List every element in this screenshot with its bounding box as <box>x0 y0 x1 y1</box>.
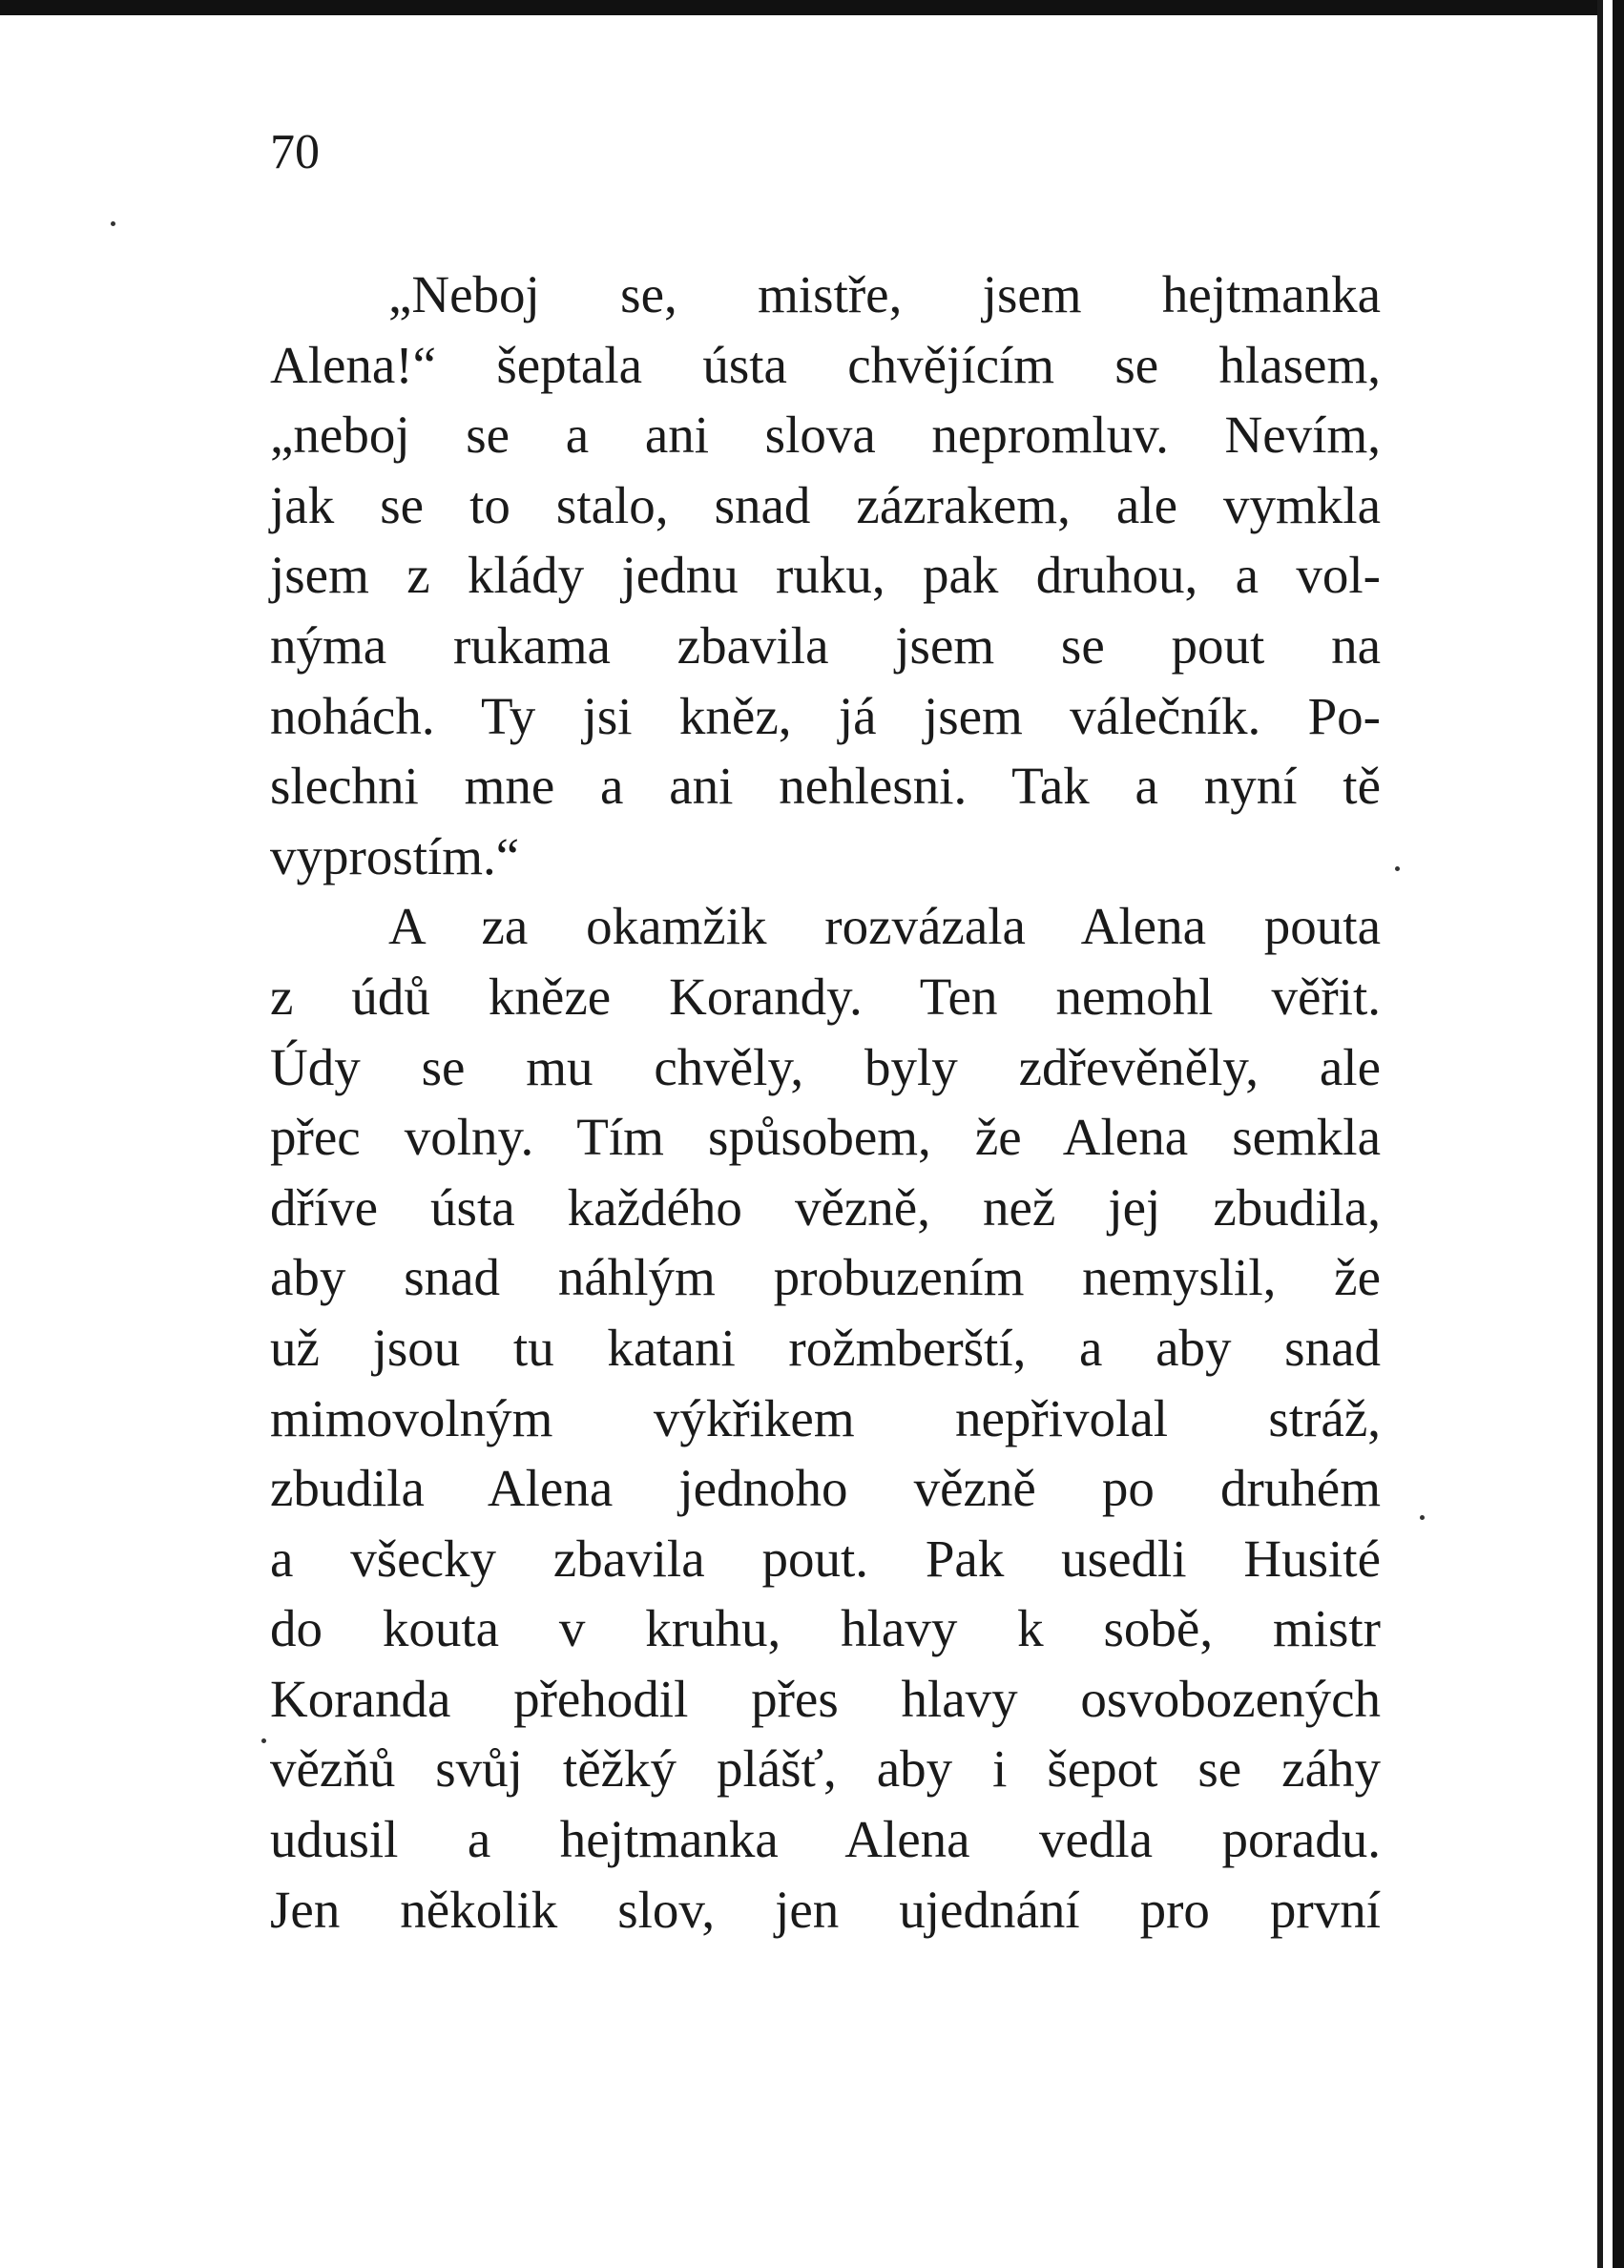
text-line: nýma rukama zbavila jsem se pout na <box>270 615 1381 675</box>
text-line: A za okamžik rozvázala Alena pouta <box>388 897 1381 956</box>
text-line: dříve ústa každého vězně, než jej zbudila, <box>270 1177 1381 1237</box>
scan-border-right-inner <box>1613 0 1624 2268</box>
text-line: a všecky zbavila pout. Pak usedli Husité <box>270 1529 1381 1588</box>
scan-speck <box>1420 1515 1425 1520</box>
scan-border-right <box>1597 0 1624 2268</box>
text-line: už jsou tu katani rožmberští, a aby snad <box>270 1318 1381 1377</box>
text-line: z údů kněze Korandy. Ten nemohl věřit. <box>270 967 1381 1026</box>
text-line: vyprostím.“ <box>270 826 520 885</box>
text-line: jak se to stalo, snad zázrakem, ale vymkla <box>270 475 1381 534</box>
scan-border-top <box>0 0 1624 15</box>
text-line: Koranda přehodil přes hlavy osvobozených <box>270 1669 1381 1728</box>
text-line: Údy se mu chvěly, byly zdřevěněly, ale <box>270 1037 1381 1096</box>
text-line: mimovolným výkřikem nepřivolal stráž, <box>270 1388 1381 1447</box>
scan-speck <box>261 1738 266 1743</box>
page-number: 70 <box>270 125 320 179</box>
text-line: přec volny. Tím spůsobem, že Alena semkla <box>270 1108 1381 1167</box>
body-text <box>270 260 1381 1945</box>
text-line: „Neboj se, mistře, jsem hejtmanka <box>388 265 1381 323</box>
text-line: slechni mne a ani nehlesni. Tak a nyní tě <box>270 757 1381 816</box>
scan-speck <box>111 221 115 226</box>
text-line: aby snad náhlým probuzením nemyslil, že <box>270 1248 1381 1307</box>
text-line: Jen několik slov, jen ujednání pro první <box>270 1880 1381 1939</box>
scan-speck <box>1395 866 1400 871</box>
text-line: nohách. Ty jsi kněz, já jsem válečník. Po- <box>270 686 1381 745</box>
text-line: do kouta v kruhu, hlavy k sobě, mistr <box>270 1599 1381 1658</box>
text-line: vězňů svůj těžký plášť, aby i šepot se záhy <box>270 1739 1381 1799</box>
text-line: jsem z klády jednu ruku, pak druhou, a vol- <box>270 546 1381 605</box>
text-line: udusil a hejtmanka Alena vedla poradu. <box>270 1810 1381 1869</box>
text-line: „neboj se a ani slova nepromluv. Nevím, <box>270 406 1381 465</box>
text-line: zbudila Alena jednoho vězně po druhém <box>270 1459 1381 1518</box>
text-line: Alena!“ šeptala ústa chvějícím se hlasem, <box>270 335 1381 394</box>
